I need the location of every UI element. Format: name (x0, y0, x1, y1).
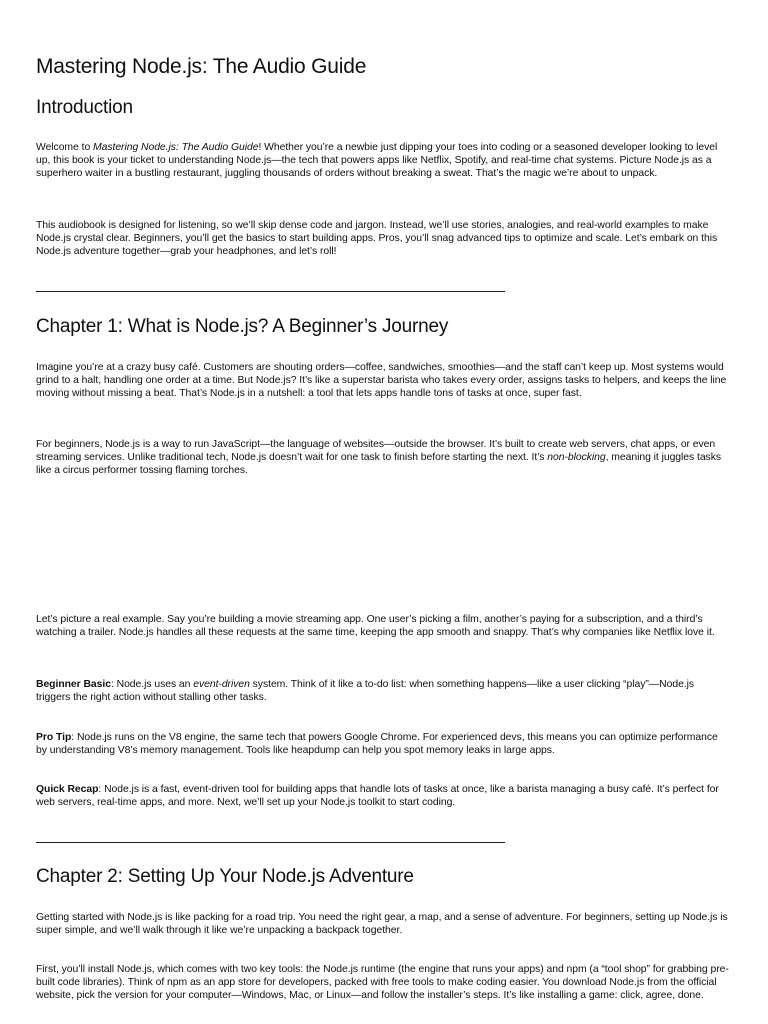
chapter-1-paragraph-3: Let’s picture a real example. Say you’re building a movie streaming app. One user’s picking a film, another’s paying for a subscription, and a third’s watching a trailer. Node.js handles all these requests at the same time, keeping the app smooth and snappy. That’s why companies like Netflix love it. (36, 614, 715, 638)
chapter-2-paragraph-2: First, you’ll install Node.js, which comes with two key tools: the Node.js runtime (the engine that runs your apps) and npm (a “tool shop” for grabbing pre-built code libraries). Think of npm as an app store for developers, packed with free tools to make coding easier. You download Node.js from the official website, pick the version for your computer—Windows, Mac, or Linux—and follow the installer’s steps. It’s like installing a game: click, agree, done. (36, 964, 729, 1001)
introduction-heading: Introduction (36, 97, 133, 118)
blank-image-area (36, 486, 730, 608)
chapter-2-paragraph-1: Getting started with Node.js is like packing for a road trip. You need the right gear, a map, and a sense of adventure. For beginners, setting up Node.js is super simple, and we’ll walk through it like we’re unpacking a backpack together. (36, 912, 728, 936)
chapter-1-paragraph-2: For beginners, Node.js is a way to run JavaScript—the language of websites—outside the browser. It’s built to create web servers, chat apps, or even streaming services. Unlike traditional tech, Node.js doesn’t wait for one task to finish before starting the next. It’s non-blocking, meaning it juggles tasks like a circus performer tossing flaming torches. (36, 439, 721, 476)
beginner-basic-label: Beginner Basic (36, 679, 111, 690)
pro-tip-note: Pro Tip: Node.js runs on the V8 engine, the same tech that powers Google Chrome. For experienced devs, this means you can optimize performance by understanding V8’s memory management. Tools like heapdump can help you spot memory leaks in large apps. (36, 732, 718, 756)
intro-paragraph-2: This audiobook is designed for listening, so we’ll skip dense code and jargon. Instead, we’ll use stories, analogies, and real-world examples to make Node.js crystal clear. Beginners, you’ll get the basics to start building apps. Pros, you’ll snag advanced tips to optimize and scale. Let’s embark on this Node.js adventure together—grab your headphones, and let’s roll! (36, 220, 718, 257)
document-title: Mastering Node.js: The Audio Guide (36, 55, 367, 78)
book-title-emphasis: Mastering Node.js: The Audio Guide (93, 142, 259, 153)
event-driven-emphasis: event-driven (193, 679, 250, 690)
beginner-basic-note: Beginner Basic: Node.js uses an event-driven system. Think of it like a to-do list: when something happens—like a user clicking “play”—Node.js triggers the right action without stalling other tasks. (36, 679, 695, 703)
chapter-1-paragraph-1: Imagine you’re at a crazy busy café. Customers are shouting orders—coffee, sandwiches, smoothies—and the staff can’t keep up. Most systems would grind to a halt, handling one order at a time. But Node.js? It’s like a superstar barista who takes every order, assigns tasks to helpers, and keeps the line moving without missing a beat. That’s Node.js in a nutshell: a tool that lets apps handle tons of tasks at once, super fast. (36, 362, 727, 399)
quick-recap-note: Quick Recap: Node.js is a fast, event-driven tool for building apps that handle lots of tasks at once, like a barista managing a busy café. It’s perfect for web servers, real-time apps, and more. Next, we’ll set up your Node.js toolkit to start coding. (36, 784, 719, 808)
chapter-1-heading: Chapter 1: What is Node.js? A Beginner’s Journey (36, 316, 449, 337)
chapter-2-heading: Chapter 2: Setting Up Your Node.js Adventure (36, 866, 414, 887)
pro-tip-label: Pro Tip (36, 732, 72, 743)
quick-recap-label: Quick Recap (36, 784, 99, 795)
section-divider (36, 842, 505, 843)
non-blocking-emphasis: non-blocking (547, 451, 606, 463)
intro-paragraph-1: Welcome to Mastering Node.js: The Audio Guide! Whether you’re a newbie just dipping your toes into coding or a seasoned developer looking to level up, this book is your ticket to understanding Node.js—the tech that powers apps like Netflix, Spotify, and real-time chat systems. Picture Node.js as a superhero waiter in a bustling restaurant, juggling thousands of orders without breaking a sweat. That’s the magic we’re about to unpack. (36, 142, 718, 179)
section-divider (36, 291, 505, 292)
